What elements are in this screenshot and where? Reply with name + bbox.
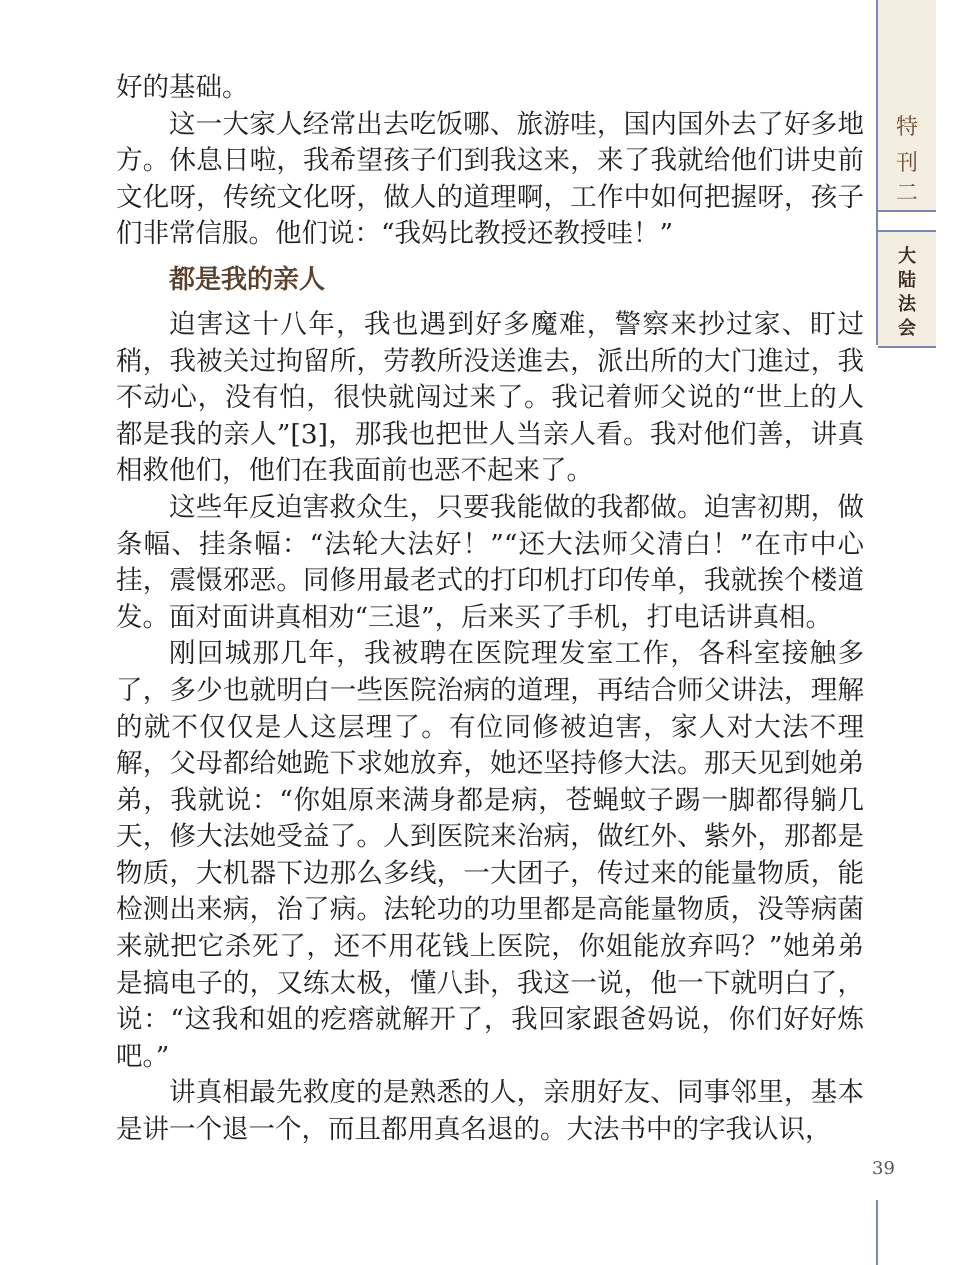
paragraph-3: 迫害这十八年，我也遇到好多魔难，警察来抄过家、盯过稍，我被关过拘留所，劳教所没送進去，派出所的大门進过，我不动心，没有怕，很快就闯过来了。我记着师父说的“世上的人都是我的亲人”[3]，那我也把世人当亲人看。我对他们善，讲真相救他们，他们在我面前也恶不起来了。	[116, 308, 864, 487]
sidebar	[876, 0, 978, 1265]
paragraph-4: 这些年反迫害救众生，只要我能做的我都做。迫害初期，做条幅、挂条幅：“法轮大法好！”“还大法师父清白！”在市中心挂，震慑邪恶。同修用最老式的打印机打印传单，我就挨个楼道发。面对面讲真相劝“三退”，后来买了手机，打电话讲真相。	[116, 491, 864, 633]
tab2-char-2: 陆	[898, 270, 916, 291]
tab1-char-1: 特	[895, 115, 918, 140]
main-text-column	[116, 70, 864, 1149]
tab2-char-3: 法	[898, 294, 916, 315]
tab2-char-4: 会	[898, 318, 916, 339]
sidebar-rule-bottom	[876, 1200, 878, 1265]
paragraph-2: 这一大家人经常出去吃饭哪、旅游哇，国内国外去了好多地方。休息日啦，我希望孩子们到我这来，来了我就给他们讲史前文化呀，传统文化呀，做人的道理啊，工作中如何把握呀，孩子们非常信服。他们说：“我妈比教授还教授哇！”	[116, 108, 864, 250]
tab1-char-3: 二	[895, 181, 918, 206]
tab-gap	[878, 212, 936, 228]
page-number: 39	[872, 1158, 895, 1179]
paragraph-5: 刚回城那几年，我被聘在医院理发室工作，各科室接触多了，多少也就明白一些医院治病的道理，再结合师父讲法，理解的就不仅仅是人这层理了。有位同修被迫害，家人对大法不理解，父母都给她跪下求她放弃，她还坚持修大法。那天见到她弟弟，我就说：“你姐原来满身都是病，苍蝇蚊子踢一脚都得躺几天，修大法她受益了。人到医院来治病，做红外、紫外，那都是物质，大机器下边那么多线，一大团子，传过来的能量物质，能检测出来病，治了病。法轮功的功里都是高能量物质，没等病菌来就把它杀死了，还不用花钱上医院，你姐能放弃吗？”她弟弟是搞电子的，又练太极，懂八卦，我这一说，他一下就明白了，说：“这我和姐的疙瘩就解开了，我回家跟爸妈说，你们好好炼吧。”	[116, 638, 864, 1072]
tab1-char-2: 刊	[895, 151, 918, 176]
tab2-char-1: 大	[898, 246, 916, 267]
tab-special-issue	[878, 0, 936, 212]
tab-mainland-conference	[878, 230, 936, 348]
section-heading: 都是我的亲人	[169, 264, 326, 295]
paragraph-1: 好的基础。	[116, 72, 249, 103]
paragraph-6: 讲真相最先救度的是熟悉的人，亲朋好友、同事邻里，基本是讲一个退一个，而且都用真名退的。大法书中的字我认识，	[116, 1077, 864, 1146]
